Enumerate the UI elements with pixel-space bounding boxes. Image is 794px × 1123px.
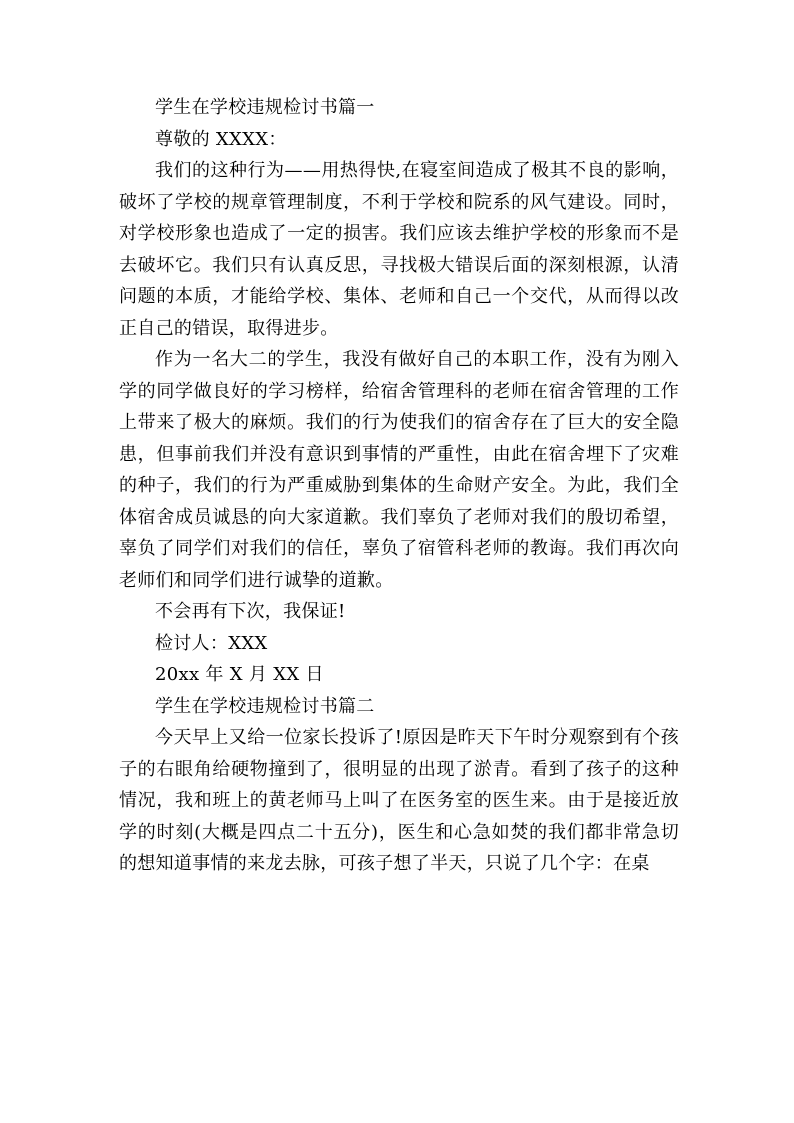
paragraph-4: 今天早上又给一位家长投诉了!原因是昨天下午时分观察到有个孩子的右眼角给硬物撞到了，很明显的出现了淤青。看到了孩子的这种情况，我和班上的黄老师马上叫了在医务室的医生来。由于是接近放学的时刻(大概是四点二十五分)，医生和心急如焚的我们都非常急切的想知道事情的来龙去脉，可孩子想了半天，只说了几个字：在桌 <box>119 727 679 874</box>
paragraph-3: 不会再有下次，我保证! <box>155 601 346 622</box>
signer-line: 检讨人：XXX <box>155 632 268 654</box>
section-title-2: 学生在学校违规检讨书篇二 <box>155 695 375 717</box>
section-title-1: 学生在学校违规检讨书篇一 <box>155 97 375 118</box>
paragraph-1: 我们的这种行为——用热得快,在寝室间造成了极其不良的影响，破坏了学校的规章管理制度，不利于学校和院系的风气建设。同时，对学校形象也造成了一定的损害。我们应该去维护学校的形象而不是去破坏它。我们只有认真反思，寻找极大错误后面的深刻根源，认清问题的本质，才能给学校、集体、老师和自己一个交代，从而得以改正自己的错误，取得进步。 <box>119 160 679 339</box>
date-line: 20xx 年 X 月 XX 日 <box>155 664 324 685</box>
salutation: 尊敬的 XXXX： <box>155 128 287 150</box>
paragraph-2: 作为一名大二的学生，我没有做好自己的本职工作，没有为刚入学的同学做良好的学习榜样，给宿舍管理科的老师在宿舍管理的工作上带来了极大的麻烦。我们的行为使我们的宿舍存在了巨大的安全隐患，但事前我们并没有意识到事情的严重性，由此在宿舍埋下了灾难的种子，我们的行为严重威胁到集体的生命财产安全。为此，我们全体宿舍成员诚恳的向大家道歉。我们辜负了老师对我们的殷切希望，辜负了同学们对我们的信任，辜负了宿管科老师的教诲。我们再次向老师们和同学们进行诚挚的道歉。 <box>119 349 679 591</box>
document-body <box>119 92 679 880</box>
